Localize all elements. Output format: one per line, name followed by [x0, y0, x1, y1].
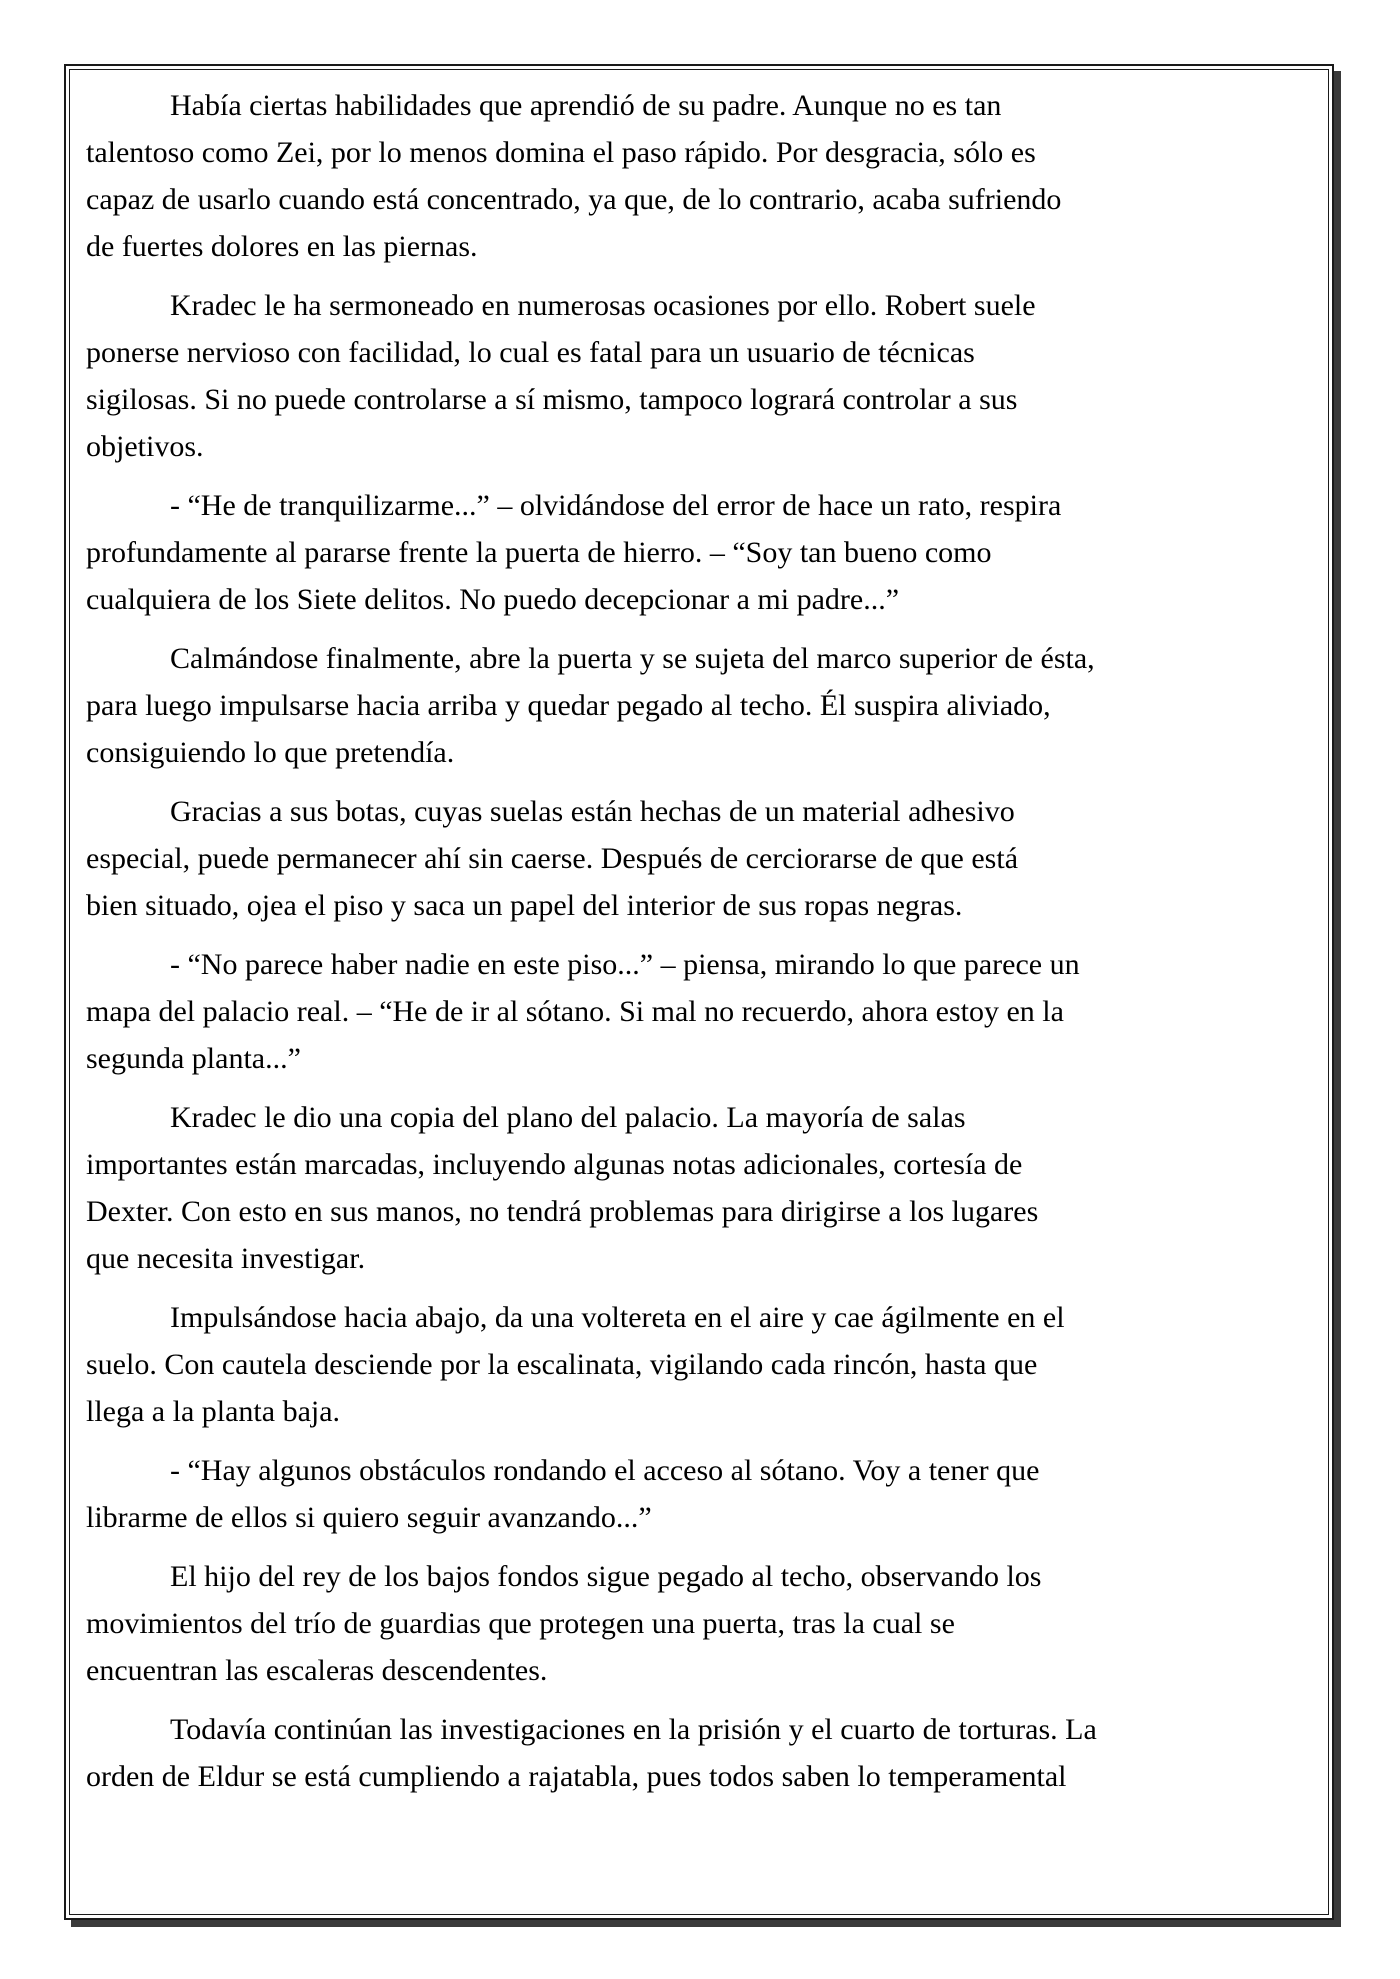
text-line: bien situado, ojea el piso y saca un papel del interior de sus ropas negras. [86, 889, 963, 922]
text-line: encuentran las escaleras descendentes. [86, 1654, 548, 1687]
text-line: profundamente al pararse frente la puerta de hierro. – “Soy tan bueno como [86, 536, 992, 569]
paragraph [86, 1706, 1326, 1800]
text-line: que necesita investigar. [86, 1242, 366, 1275]
paragraph [86, 1447, 1326, 1541]
text-line: llega a la planta baja. [86, 1395, 341, 1428]
text-line: orden de Eldur se está cumpliendo a rajatabla, pues todos saben lo temperamental [86, 1760, 1067, 1793]
text-line: Gracias a sus botas, cuyas suelas están hechas de un material adhesivo [170, 795, 1015, 828]
text-line: Kradec le ha sermoneado en numerosas ocasiones por ello. Robert suele [170, 289, 1036, 322]
text-line: Impulsándose hacia abajo, da una voltereta en el aire y cae ágilmente en el [170, 1301, 1065, 1334]
text-line: consiguiendo lo que pretendía. [86, 736, 455, 769]
text-line: Calmándose finalmente, abre la puerta y se sujeta del marco superior de ésta, [170, 642, 1095, 675]
text-line: - “Hay algunos obstáculos rondando el acceso al sótano. Voy a tener que [170, 1454, 1040, 1487]
paragraph [86, 941, 1326, 1082]
text-line: sigilosas. Si no puede controlarse a sí mismo, tampoco logrará controlar a sus [86, 383, 1018, 416]
text-line: de fuertes dolores en las piernas. [86, 230, 478, 263]
document-body [86, 82, 1326, 1812]
text-line: mapa del palacio real. – “He de ir al sótano. Si mal no recuerdo, ahora estoy en la [86, 995, 1064, 1028]
paragraph [86, 82, 1326, 270]
paragraph [86, 1553, 1326, 1694]
paragraph [86, 788, 1326, 929]
paragraph [86, 1094, 1326, 1282]
text-line: capaz de usarlo cuando está concentrado, ya que, de lo contrario, acaba sufriendo [86, 183, 1062, 216]
text-line: - “No parece haber nadie en este piso...” – piensa, mirando lo que parece un [170, 948, 1080, 981]
text-line: segunda planta...” [86, 1042, 301, 1075]
text-line: Había ciertas habilidades que aprendió de su padre. Aunque no es tan [170, 89, 1002, 122]
text-line: Todavía continúan las investigaciones en la prisión y el cuarto de torturas. La [170, 1713, 1097, 1746]
text-line: - “He de tranquilizarme...” – olvidándose del error de hace un rato, respira [170, 489, 1062, 522]
text-line: Kradec le dio una copia del plano del palacio. La mayoría de salas [170, 1101, 966, 1134]
paragraph [86, 482, 1326, 623]
text-line: objetivos. [86, 430, 204, 463]
text-line: movimientos del trío de guardias que protegen una puerta, tras la cual se [86, 1607, 955, 1640]
text-line: Dexter. Con esto en sus manos, no tendrá problemas para dirigirse a los lugares [86, 1195, 1039, 1228]
text-line: librarme de ellos si quiero seguir avanzando...” [86, 1501, 652, 1534]
text-line: importantes están marcadas, incluyendo algunas notas adicionales, cortesía de [86, 1148, 1023, 1181]
text-line: ponerse nervioso con facilidad, lo cual es fatal para un usuario de técnicas [86, 336, 975, 369]
text-line: cualquiera de los Siete delitos. No puedo decepcionar a mi padre...” [86, 583, 900, 616]
page-frame [64, 64, 1334, 1920]
text-line: especial, puede permanecer ahí sin caerse. Después de cerciorarse de que está [86, 842, 1019, 875]
text-line: talentoso como Zei, por lo menos domina el paso rápido. Por desgracia, sólo es [86, 136, 1036, 169]
paragraph [86, 282, 1326, 470]
text-line: suelo. Con cautela desciende por la escalinata, vigilando cada rincón, hasta que [86, 1348, 1038, 1381]
text-line: El hijo del rey de los bajos fondos sigue pegado al techo, observando los [170, 1560, 1042, 1593]
text-line: para luego impulsarse hacia arriba y quedar pegado al techo. Él suspira aliviado, [86, 689, 1051, 722]
paragraph [86, 635, 1326, 776]
paragraph [86, 1294, 1326, 1435]
